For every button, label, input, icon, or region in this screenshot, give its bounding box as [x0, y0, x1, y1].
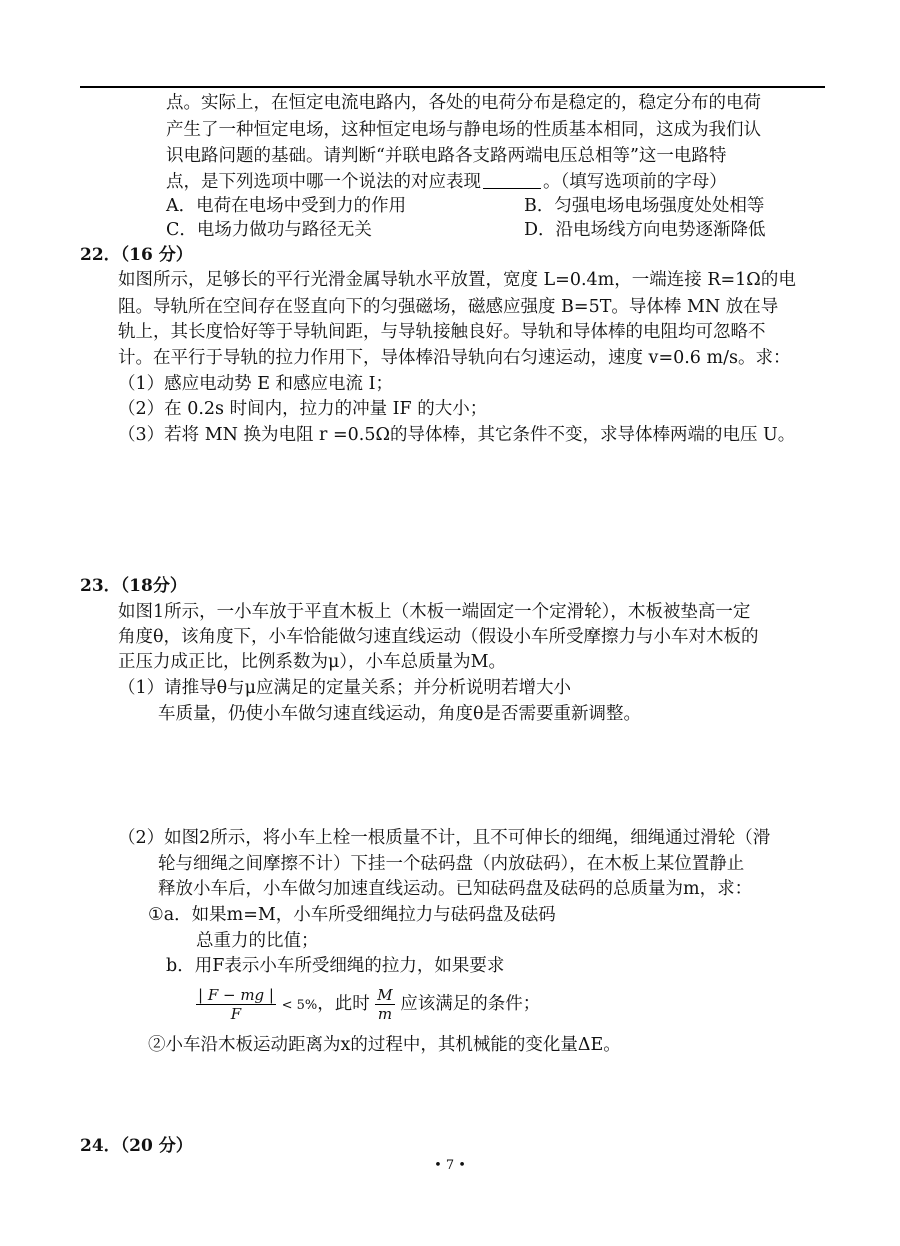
q23-part2-line-3: 释放小车后，小车做匀加速直线运动。已知砝码盘及砝码的总质量为m，求：	[158, 879, 753, 899]
fraction-numerator: | F − mg |	[198, 986, 274, 1004]
q23-part2a-line-2: 总重力的比值；	[196, 931, 319, 951]
q23-line-1: 如图1所示，一小车放于平直木板上（木板一端固定一个定滑轮），木板被垫高一定	[118, 602, 751, 622]
q21-line-4-text: 点，是下列选项中哪一个说法的对应表现	[166, 172, 481, 192]
q22-line-1: 如图所示，足够长的平行光滑金属导轨水平放置，宽度 L=0.4m，一端连接 R=1Ω的电	[118, 270, 796, 290]
page-number: • 7 •	[434, 1158, 466, 1173]
answer-blank	[483, 188, 541, 189]
condition-end-text: 应该满足的条件；	[400, 994, 541, 1014]
option-c: C．电场力做功与路径无关	[166, 220, 372, 240]
q22-sub-2: （2）在 0.2s 时间内，拉力的冲量 IF 的大小；	[118, 399, 488, 419]
inequality-text: < 5%	[281, 998, 318, 1013]
option-a: A．电荷在电场中受到力的作用	[166, 196, 407, 216]
fraction-denominator: F	[230, 1005, 242, 1023]
q23-part2-sub-2: ②小车沿木板运动距离为x的过程中，其机械能的变化量ΔE。	[148, 1035, 621, 1055]
q23-part1-line-1: （1）请推导θ与μ应满足的定量关系；并分析说明若增大小	[118, 678, 572, 698]
mass-ratio-numerator: M	[377, 986, 393, 1004]
q21-line-3: 识电路问题的基础。请判断“并联电路各支路两端电压总相等”这一电路特	[166, 146, 727, 166]
q22-line-2: 阻。导轨所在空间存在竖直向下的匀强磁场，磁感应强度 B=5T。导体棒 MN 放在导	[118, 297, 779, 317]
option-b: B．匀强电场电场强度处处相等	[524, 196, 765, 216]
q24-header: 24．（20 分）	[80, 1136, 193, 1156]
option-d: D．沿电场线方向电势逐渐降低	[524, 220, 766, 240]
q23-part2b-line-1: b．用F表示小车所受细绳的拉力，如果要求	[166, 956, 505, 976]
q23-line-2: 角度θ，该角度下，小车恰能做匀速直线运动（假设小车所受摩擦力与小车对木板的	[118, 627, 759, 647]
q21-line-2: 产生了一种恒定电场，这种恒定电场与静电场的性质基本相同，这成为我们认	[166, 120, 761, 140]
fraction-force-error	[196, 986, 276, 1023]
q21-line-1: 点。实际上，在恒定电流电路内，各处的电荷分布是稳定的，稳定分布的电荷	[166, 93, 761, 113]
q23-header: 23．（18分）	[80, 576, 187, 596]
q21-line-4	[166, 170, 727, 194]
q23-part1-line-2: 车质量，仍使小车做匀速直线运动，角度θ是否需要重新调整。	[158, 704, 642, 724]
mass-ratio-denominator: m	[377, 1005, 393, 1023]
q23-part2a-line-1: ①a．如果m=M，小车所受细绳拉力与砝码盘及砝码	[148, 905, 556, 925]
q23-part2-line-2: 轮与细绳之间摩擦不计）下挂一个砝码盘（内放砝码），在木板上某位置静止	[158, 854, 745, 874]
header-rule	[80, 86, 825, 88]
fraction-mass-ratio	[375, 986, 394, 1023]
q22-sub-1: （1）感应电动势 E 和感应电流 I；	[118, 374, 394, 394]
q23-line-3: 正压力成正比，比例系数为μ），小车总质量为M。	[118, 652, 507, 672]
q22-line-3: 轨上，其长度恰好等于导轨间距，与导轨接触良好。导轨和导体棒的电阻均可忽略不	[118, 322, 766, 342]
q22-line-4: 计。在平行于导轨的拉力作用下，导体棒沿导轨向右匀速运动，速度 v=0.6 m/s。求：	[118, 348, 791, 368]
q23-part2b-condition	[196, 984, 540, 1026]
condition-mid-text: ，此时	[317, 994, 370, 1014]
q23-part2-line-1: （2）如图2所示，将小车上栓一根质量不计，且不可伸长的细绳，细绳通过滑轮（滑	[118, 828, 771, 848]
q21-line-4-tail: 。（填写选项前的字母）	[543, 172, 727, 192]
q22-header: 22．（16 分）	[80, 245, 193, 265]
q22-sub-3: （3）若将 MN 换为电阻 r =0.5Ω的导体棒，其它条件不变，求导体棒两端的电压 U。	[118, 425, 796, 445]
